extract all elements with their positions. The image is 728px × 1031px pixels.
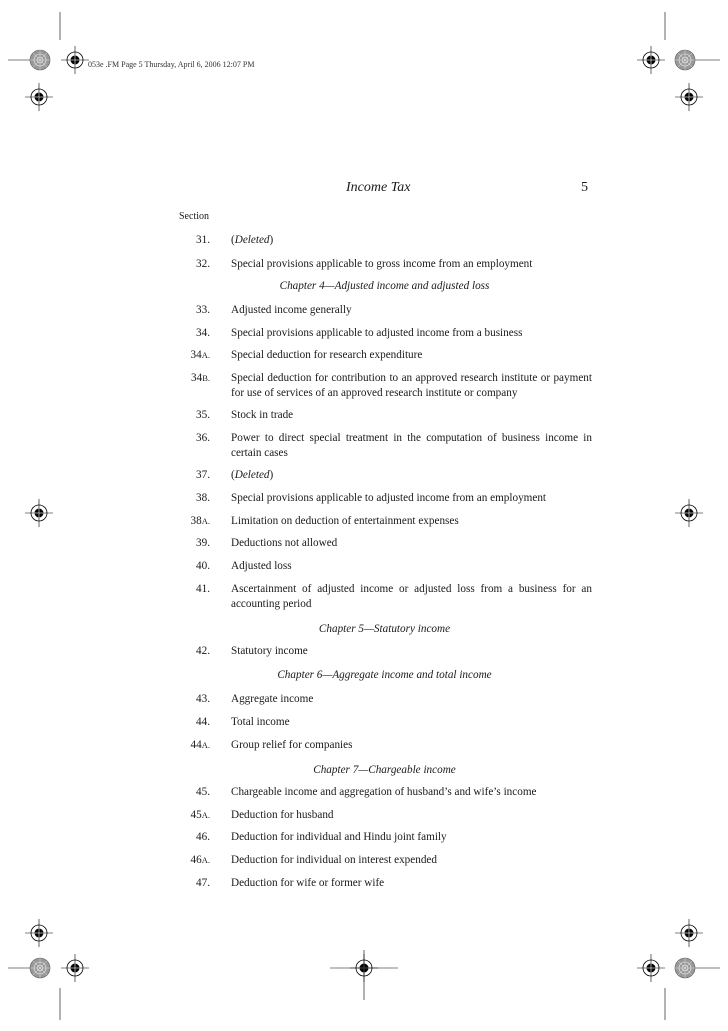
chapter-heading: Chapter 7—Chargeable income (313, 764, 456, 776)
section-number: 47. (196, 877, 210, 889)
section-number: 44A. (190, 739, 210, 751)
contents-row (170, 644, 592, 659)
section-title: Adjusted income generally (231, 304, 352, 316)
contents-row (170, 876, 592, 891)
section-number: 43. (196, 693, 210, 705)
section-title: Special deduction for research expenditure (231, 349, 423, 361)
contents-row (170, 491, 592, 506)
section-number: 31. (196, 234, 210, 246)
contents-row (170, 431, 592, 461)
section-number: 45A. (190, 809, 210, 821)
section-number: 45. (196, 786, 210, 798)
contents-row (170, 514, 592, 529)
contents-row (170, 468, 592, 483)
contents-row (170, 257, 592, 272)
chapter-heading: Chapter 5—Statutory income (318, 623, 451, 635)
section-number: 44. (196, 716, 210, 728)
section-number: 37. (196, 469, 210, 481)
section-title: Deduction for husband (231, 809, 334, 821)
section-title: Special deduction for contribution to an approved research institute or payment for use of services of an approved research institute or company (231, 372, 592, 399)
contents-row (170, 233, 592, 248)
section-title: Ascertainment of adjusted income or adjusted loss from a business for an accounting period (231, 583, 592, 610)
contents-row (170, 808, 592, 823)
section-title: Power to direct special treatment in the computation of business income in certain cases (231, 432, 592, 459)
contents-row (170, 830, 592, 845)
section-title: Special provisions applicable to adjusted income from a business (231, 327, 523, 339)
section-number: 34B. (191, 372, 210, 384)
section-number: 40. (196, 560, 210, 572)
section-title: Deduction for individual and Hindu joint family (231, 831, 447, 843)
section-number: 38A. (190, 515, 210, 527)
section-number: 46. (196, 831, 210, 843)
contents-row (170, 348, 592, 363)
section-number: 34A. (190, 349, 210, 361)
section-title: Stock in trade (231, 409, 294, 421)
section-number: 42. (196, 645, 210, 657)
contents-row (170, 853, 592, 868)
section-number: 33. (196, 304, 210, 316)
section-number: 38. (196, 492, 210, 504)
section-number: 36. (196, 432, 210, 444)
section-number: 39. (196, 537, 210, 549)
print-slug: 053e .FM Page 5 Thursday, April 6, 2006 12:07 PM (88, 60, 255, 69)
section-number: 34. (196, 327, 210, 339)
contents-row (170, 715, 592, 730)
section-number: 35. (196, 409, 210, 421)
section-title: Group relief for companies (231, 739, 353, 751)
chapter-heading: Chapter 4—Adjusted income and adjusted loss (279, 280, 490, 292)
section-title: Aggregate income (231, 693, 314, 705)
contents-row (170, 692, 592, 707)
section-column-label: Section (179, 211, 209, 222)
section-title: Adjusted loss (231, 560, 292, 572)
section-title: Deduction for wife or former wife (231, 877, 385, 889)
section-title: Chargeable income and aggregation of husband’s and wife’s income (231, 786, 537, 798)
chapter-heading: Chapter 6—Aggregate income and total income (277, 669, 492, 681)
contents-row (170, 408, 592, 423)
section-title: Special provisions applicable to gross income from an employment (231, 258, 533, 270)
contents-row (170, 326, 592, 341)
section-title: Statutory income (231, 645, 308, 657)
contents-row (170, 559, 592, 574)
contents-row (170, 371, 592, 401)
section-title: Deductions not allowed (231, 537, 338, 549)
section-number: 41. (196, 583, 210, 595)
contents-row (170, 303, 592, 318)
contents-row (170, 536, 592, 551)
section-title: Total income (231, 716, 290, 728)
contents-row (170, 582, 592, 612)
section-title: (Deleted) (231, 469, 274, 481)
running-title: Income Tax (346, 180, 411, 195)
section-title: Deduction for individual on interest expended (231, 854, 437, 866)
contents-row (170, 785, 592, 800)
section-title: (Deleted) (231, 234, 274, 246)
section-number: 46A. (190, 854, 210, 866)
section-number: 32. (196, 258, 210, 270)
contents-row (170, 738, 592, 753)
section-title: Special provisions applicable to adjusted income from an employment (231, 492, 547, 504)
page-number: 5 (581, 180, 588, 195)
section-title: Limitation on deduction of entertainment expenses (231, 515, 459, 527)
